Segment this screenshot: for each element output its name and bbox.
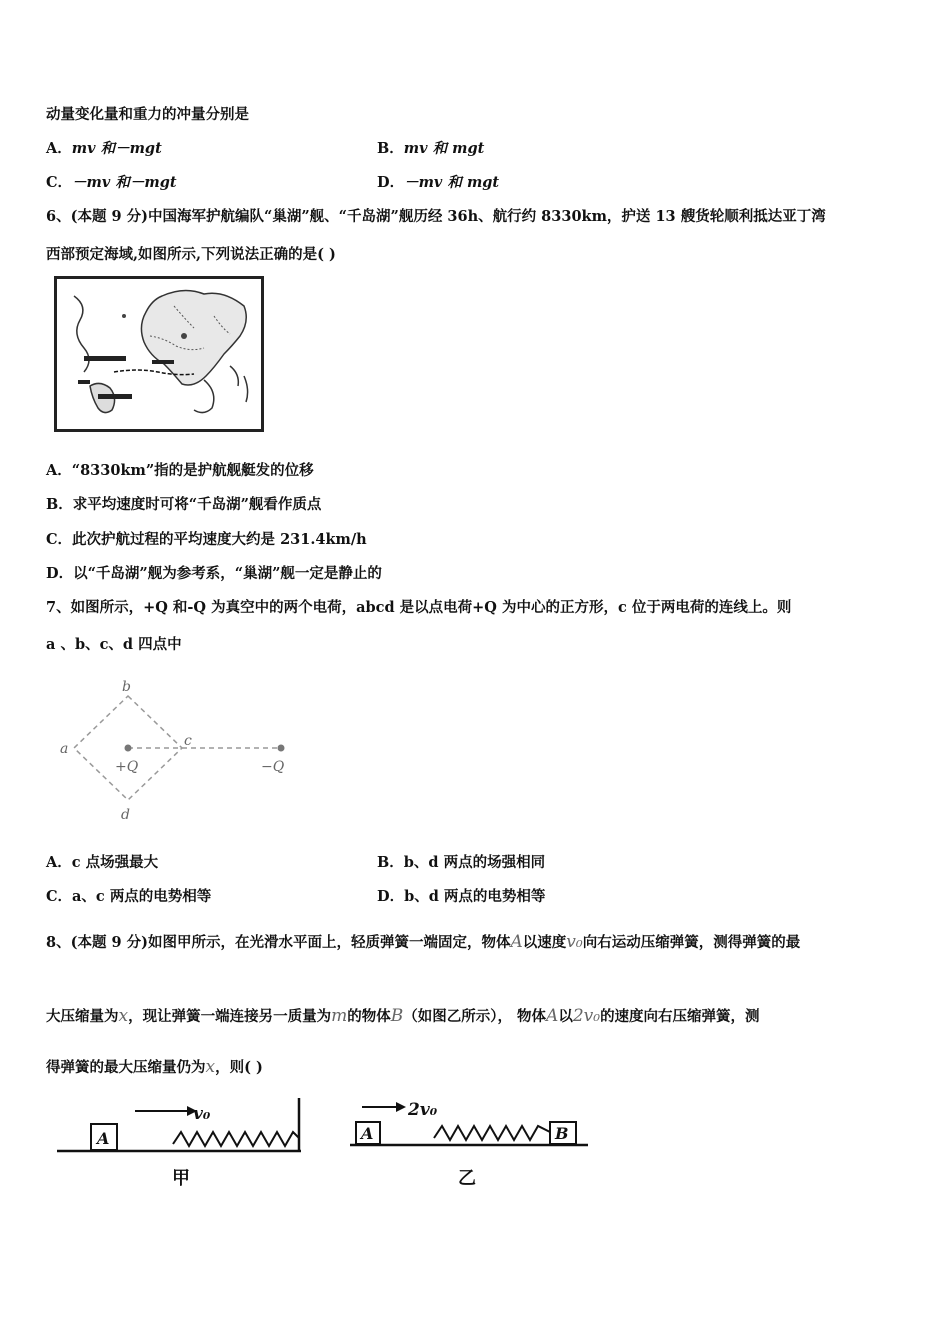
- q5-option-c[interactable]: [46, 171, 177, 192]
- symbol-a: A: [546, 1006, 559, 1026]
- q8-text: 的物体: [347, 1008, 391, 1025]
- symbol-a: A: [510, 932, 523, 952]
- option-letter: B．: [377, 140, 404, 157]
- label-a: a: [60, 741, 69, 757]
- label-d: d: [121, 807, 130, 823]
- block-a-label: A: [361, 1124, 374, 1143]
- q8-text: 向右运动压缩弹簧，测得弹簧的最: [582, 934, 801, 951]
- option-letter: D．: [377, 174, 405, 191]
- q7-option-d[interactable]: D．b、d 两点的电势相等: [377, 888, 546, 905]
- spring: [173, 1132, 299, 1146]
- minus-q-charge: [278, 745, 285, 752]
- q8-text: 大压缩量为: [46, 1008, 119, 1025]
- block-a-label: A: [97, 1129, 110, 1148]
- q8-text: 以速度: [522, 934, 567, 951]
- q8-text: 得弹簧的最大压缩量仍为: [46, 1059, 206, 1076]
- symbol-2v0: 2v₀: [572, 1006, 601, 1026]
- velocity-label: 2v₀: [408, 1100, 438, 1120]
- option-text: －mv 和 mgt: [404, 174, 500, 191]
- q8-text: ，现让弹簧一端连接另一质量为: [128, 1008, 332, 1025]
- q6-stem-line1: 6、(本题 9 分)中国海军护航编队“巢湖”舰、“千岛湖”舰历经 36h、航行约 8330km，护送 13 艘货轮顺利抵达亚丁湾: [46, 208, 826, 225]
- q7-option-c[interactable]: C．a、c 两点的电势相等: [46, 888, 212, 905]
- option-text: mv 和 mgt: [403, 140, 485, 157]
- q7-stem-line2: a 、b、c、d 四点中: [46, 636, 182, 653]
- q6-option-a[interactable]: A．“8330km”指的是护航舰艇发的位移: [46, 462, 314, 479]
- q7-option-b[interactable]: B．b、d 两点的场强相同: [377, 854, 546, 871]
- q8-figure-jia: [55, 1094, 305, 1194]
- figure-label-jia: 甲: [172, 1168, 190, 1189]
- label-minus-q: −Q: [261, 759, 285, 775]
- symbol-v0: v₀: [566, 932, 583, 952]
- symbol-b: B: [390, 1006, 404, 1026]
- q8-figure-yi: [348, 1094, 593, 1194]
- q7-option-a[interactable]: A．c 点场强最大: [46, 854, 159, 871]
- q8-stem-line1: [46, 931, 800, 952]
- symbol-m: m: [331, 1006, 348, 1026]
- label-plus-q: +Q: [115, 759, 139, 775]
- symbol-x: x: [205, 1057, 216, 1077]
- q8-text: （如图乙所示）， 物体: [403, 1008, 547, 1025]
- q8-text: 的速度向右压缩弹簧，测: [600, 1008, 760, 1025]
- q5-stem-tail: 动量变化量和重力的冲量分别是: [46, 106, 249, 123]
- spring: [434, 1126, 550, 1140]
- q8-text: 以: [558, 1008, 573, 1025]
- q6-option-c[interactable]: C．此次护航过程的平均速度大约是 231.4km/h: [46, 531, 367, 548]
- option-letter: A．: [46, 140, 72, 157]
- q6-option-b[interactable]: B．求平均速度时可将“千岛湖”舰看作质点: [46, 496, 322, 513]
- option-text: －mv 和－mgt: [72, 174, 177, 191]
- q7-stem-line1: 7、如图所示，+Q 和-Q 为真空中的两个电荷，abcd 是以点电荷+Q 为中心的正方形，c 位于两电荷的连线上。则: [46, 599, 792, 616]
- q5-option-a[interactable]: [46, 137, 162, 158]
- block-b-label: B: [555, 1124, 569, 1143]
- label-b: b: [122, 679, 131, 695]
- q8-text: 8、(本题 9 分)如图甲所示，在光滑水平面上，轻质弹簧一端固定，物体: [46, 934, 511, 951]
- q6-stem-line2: 西部预定海域,如图所示,下列说法正确的是( ): [46, 246, 336, 263]
- option-text: mv 和－mgt: [71, 140, 162, 157]
- option-letter: C．: [46, 174, 73, 191]
- q7-charge-figure: [55, 676, 295, 824]
- symbol-x: x: [118, 1006, 129, 1026]
- q5-option-d[interactable]: [377, 171, 499, 192]
- q8-text: ，则( ): [215, 1059, 263, 1076]
- q5-option-b[interactable]: [377, 137, 484, 158]
- q8-stem-line3: [46, 1056, 263, 1077]
- velocity-label: v₀: [193, 1104, 211, 1124]
- figure-label-yi: 乙: [458, 1168, 476, 1189]
- plus-q-charge: [125, 745, 132, 752]
- q6-option-d[interactable]: D．以“千岛湖”舰为参考系，“巢湖”舰一定是静止的: [46, 565, 382, 582]
- q6-map-figure: [54, 276, 266, 434]
- q8-stem-line2: [46, 1005, 760, 1026]
- label-c: c: [184, 733, 192, 749]
